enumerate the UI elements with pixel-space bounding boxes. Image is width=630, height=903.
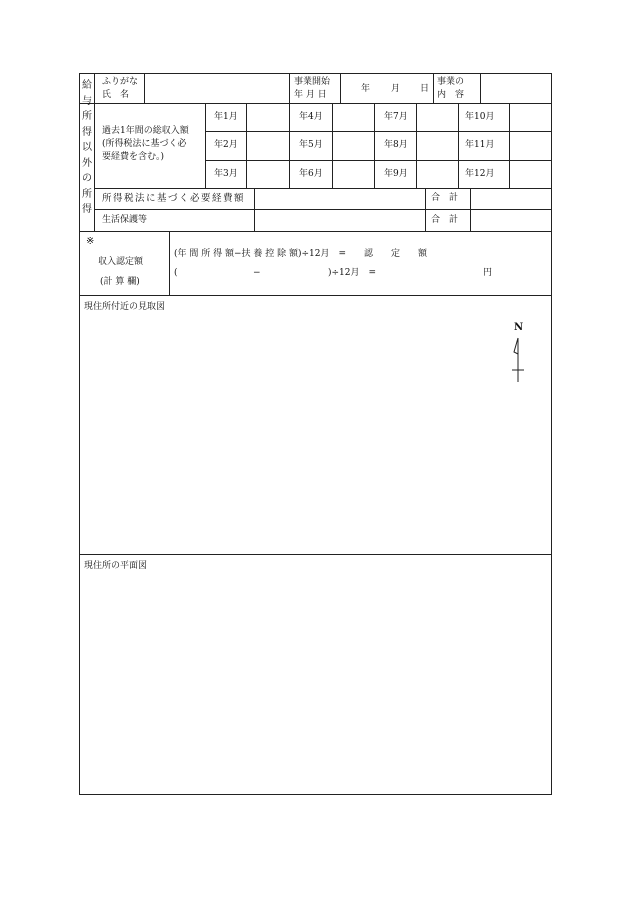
income-label-3: 要経費を含む。) (102, 152, 165, 162)
floor-plan-section-label: 現住所の平面図 (84, 561, 148, 571)
column-divider (144, 74, 145, 103)
month-cell-label: 年7月 (384, 112, 408, 122)
north-arrow-icon (508, 334, 528, 384)
column-divider (425, 188, 426, 231)
business-start-label: 事業開始 (294, 77, 331, 87)
column-divider (470, 188, 471, 231)
income-recognized-label: 収入認定額 (98, 257, 144, 267)
column-divider (289, 103, 290, 188)
month-cell-label: 年8月 (384, 140, 408, 150)
column-divider (480, 74, 481, 103)
formula-minus: − (253, 268, 261, 278)
month-cell-label: 年6月 (299, 169, 323, 179)
income-label-2: (所得税法に基づく必 (102, 139, 187, 149)
column-divider (340, 74, 341, 103)
north-label: N (514, 322, 524, 333)
row-divider (205, 131, 551, 132)
row-divider (205, 160, 551, 161)
expense-label: 所得税法に基づく必要経費額 (102, 193, 246, 204)
month-cell-label: 年1月 (214, 112, 238, 122)
business-content-label: 事業の (437, 77, 465, 87)
furigana-label: ふりがな (102, 77, 139, 87)
formula-line-2: )÷12月 = (328, 268, 377, 278)
row-divider (94, 188, 551, 189)
column-divider (374, 103, 375, 188)
column-divider (433, 74, 434, 103)
column-divider (205, 103, 206, 188)
row-divider (80, 231, 551, 232)
business-content-label-2: 内 容 (437, 90, 465, 100)
application-form (79, 73, 552, 795)
month-cell-label: 年10月 (465, 112, 495, 122)
formula-open-paren: ( (174, 268, 178, 278)
welfare-label: 生活保護等 (102, 215, 148, 225)
business-start-label-2: 年 月 日 (294, 90, 327, 100)
month-cell-label: 年12月 (465, 169, 495, 179)
calc-column-label: (計 算 欄) (100, 277, 140, 287)
column-divider (416, 103, 417, 188)
row-divider (80, 103, 551, 104)
column-divider (246, 103, 247, 188)
column-divider (289, 74, 290, 103)
formula-line-1: (年 間 所 得 額−扶 養 控 除 額)÷12月 = 認 定 額 (174, 249, 427, 259)
yen-label: 円 (483, 268, 493, 278)
income-label-1: 過去1年間の総収入額 (102, 126, 189, 136)
month-cell-label: 年2月 (214, 140, 238, 150)
month-cell-label: 年4月 (299, 112, 323, 122)
total-label: 合 計 (431, 215, 459, 225)
column-divider (332, 103, 333, 188)
month-cell-label: 年11月 (465, 140, 495, 150)
total-label: 合 計 (431, 193, 459, 203)
month-cell-label: 年9月 (384, 169, 408, 179)
row-divider (80, 554, 551, 555)
month-cell-label: 年3月 (214, 169, 238, 179)
column-divider (94, 74, 95, 231)
column-divider (458, 103, 459, 188)
day-label: 日 (420, 84, 430, 94)
column-divider (509, 103, 510, 188)
column-divider (254, 188, 255, 231)
note-mark: ※ (86, 236, 95, 247)
map-section-label: 現住所付近の見取図 (84, 302, 166, 312)
name-label: 氏 名 (102, 90, 130, 100)
month-cell-label: 年5月 (299, 140, 323, 150)
row-divider (94, 209, 551, 210)
year-label: 年 (361, 84, 371, 94)
month-label: 月 (391, 84, 401, 94)
side-label-income-other: 給 与 所 得 以 外 の 所 得 (82, 80, 92, 215)
row-divider (80, 295, 551, 296)
column-divider (169, 231, 170, 295)
